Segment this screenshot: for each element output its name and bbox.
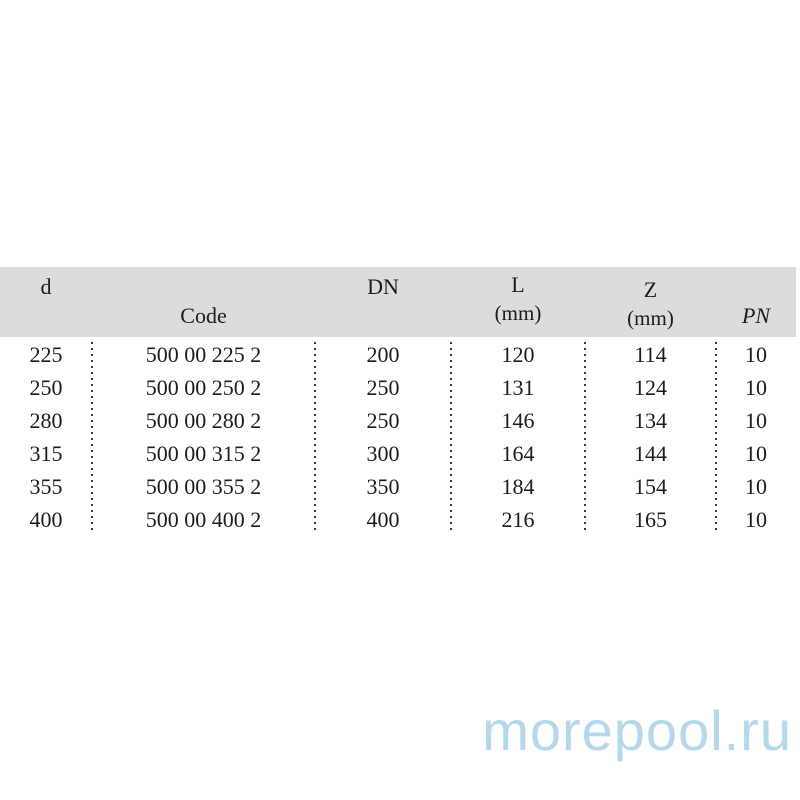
watermark-logo: morepool.ru <box>482 699 792 762</box>
cell-z: 154 <box>634 474 667 499</box>
column-divider <box>450 342 452 534</box>
cell-l: 146 <box>501 408 535 433</box>
header-label-z: Z <box>643 277 658 302</box>
cell-d: 315 <box>29 441 63 466</box>
cell-dn: 300 <box>366 441 400 466</box>
cell-z: 114 <box>634 342 667 367</box>
header-cell-pn <box>716 267 796 337</box>
cell-d: 225 <box>29 342 63 367</box>
table-row <box>0 470 796 503</box>
cell-dn: 400 <box>366 507 400 532</box>
header-cell-code <box>92 267 315 337</box>
cell-d: 250 <box>29 375 63 400</box>
cell-z: 134 <box>634 408 667 433</box>
column-divider <box>91 342 93 534</box>
cell-code: 500 00 280 2 <box>145 408 262 433</box>
table-row <box>0 437 796 470</box>
cell-dn: 200 <box>366 342 400 367</box>
cell-z: 165 <box>634 507 667 532</box>
cell-d: 400 <box>29 507 63 532</box>
cell-l: 131 <box>501 375 535 400</box>
cell-z: 124 <box>634 375 667 400</box>
cell-pn: 10 <box>745 507 767 532</box>
cell-l: 120 <box>501 342 535 367</box>
cell-l: 216 <box>501 507 535 532</box>
table-row <box>0 338 796 371</box>
table-header <box>0 267 796 337</box>
table-body <box>0 338 796 536</box>
cell-l: 184 <box>501 474 535 499</box>
cell-d: 280 <box>29 408 63 433</box>
header-label-z-unit: (mm) <box>627 306 674 330</box>
header-label-l: L <box>511 272 525 297</box>
table-row <box>0 404 796 437</box>
column-divider <box>715 342 717 534</box>
header-cell-d <box>0 267 92 337</box>
cell-d: 355 <box>29 474 63 499</box>
cell-code: 500 00 355 2 <box>145 474 262 499</box>
column-divider <box>314 342 316 534</box>
table-row <box>0 371 796 404</box>
cell-pn: 10 <box>745 474 767 499</box>
cell-dn: 250 <box>366 408 400 433</box>
cell-dn: 350 <box>366 474 400 499</box>
cell-z: 144 <box>634 441 667 466</box>
header-cell-l <box>451 267 585 337</box>
cell-code: 500 00 250 2 <box>145 375 262 400</box>
column-divider <box>584 342 586 534</box>
cell-code: 500 00 315 2 <box>145 441 262 466</box>
cell-pn: 10 <box>745 441 767 466</box>
header-label-dn: DN <box>367 274 399 299</box>
header-label-pn: PN <box>741 303 771 328</box>
header-label-d: d <box>40 274 52 299</box>
table-row <box>0 503 796 536</box>
cell-l: 164 <box>501 441 535 466</box>
cell-pn: 10 <box>745 342 767 367</box>
cell-code: 500 00 225 2 <box>145 342 262 367</box>
cell-pn: 10 <box>745 408 767 433</box>
cell-dn: 250 <box>366 375 400 400</box>
cell-pn: 10 <box>745 375 767 400</box>
header-cell-z <box>585 267 716 337</box>
header-cell-dn <box>315 267 451 337</box>
header-label-code: Code <box>180 303 227 328</box>
cell-code: 500 00 400 2 <box>145 507 262 532</box>
header-label-l-unit: (mm) <box>494 301 542 325</box>
